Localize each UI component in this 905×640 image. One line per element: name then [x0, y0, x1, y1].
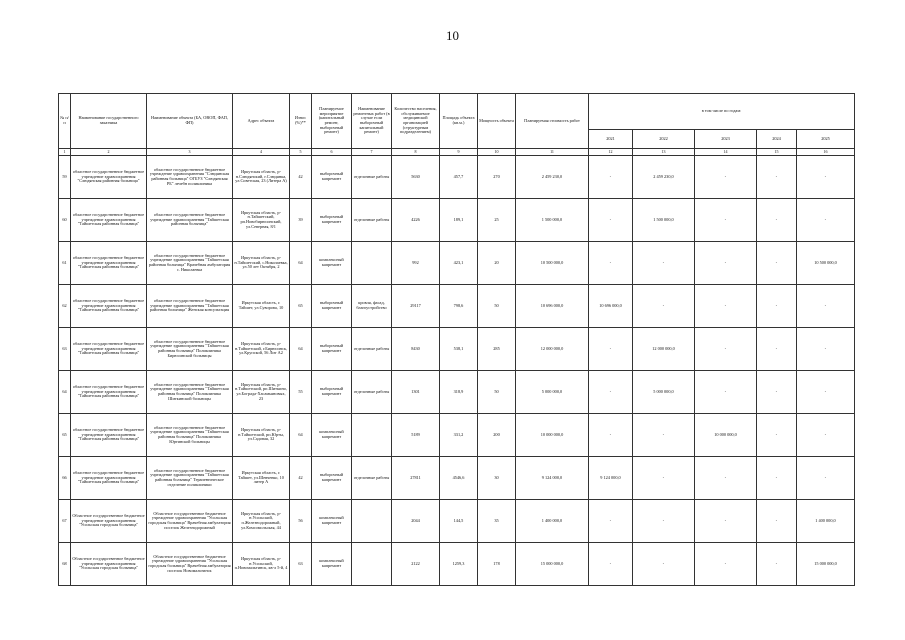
cost-2023: - — [695, 543, 757, 586]
object-name: областное государственное бюджетное учреждение здравоохранения "Тайшетская районная больница" — [147, 199, 233, 242]
planned-measure: выборочный капремонт — [312, 371, 352, 414]
planned-measure: комплексный капремонт — [312, 414, 352, 457]
cost-2022: 1 500 000,0 — [633, 199, 695, 242]
object-capacity: 200 — [478, 414, 516, 457]
cost-2024: - — [757, 285, 797, 328]
object-address: Иркутская область, р-н.Тайшетский, с.Николаевка, ул.50 лет Октября, 2 — [233, 242, 290, 285]
object-area: 331,2 — [440, 414, 478, 457]
repair-works: отделочные работы — [352, 199, 392, 242]
object-capacity: 178 — [478, 543, 516, 586]
column-number: 8 — [392, 149, 440, 156]
population-served: 8430 — [392, 328, 440, 371]
row-number: 68 — [59, 543, 71, 586]
object-name: Областное государственное бюджетное учреждение здравоохранения "Усольская городская больница" Врачебная амбулатория поселок Железнодорожный — [147, 500, 233, 543]
planned-cost: 10 696 000,0 — [516, 285, 589, 328]
cost-2021: - — [589, 500, 633, 543]
row-number: 65 — [59, 414, 71, 457]
row-number: 59 — [59, 156, 71, 199]
cost-2025: 15 000 000,0 — [797, 543, 855, 586]
cost-2025: - — [797, 414, 855, 457]
column-number: 11 — [516, 149, 589, 156]
cost-2025: - — [797, 457, 855, 500]
cost-2025: - — [797, 328, 855, 371]
column-number: 2 — [71, 149, 147, 156]
cost-2021: - — [589, 371, 633, 414]
cost-2021: - — [589, 414, 633, 457]
cost-2023: - — [695, 156, 757, 199]
customer-name: Областное государственное бюджетное учреждение здравоохранения "Усольская городская больница" — [71, 543, 147, 586]
population-served: 1301 — [392, 371, 440, 414]
cost-2024: - — [757, 156, 797, 199]
customer-name: областное государственное бюджетное учреждение здравоохранения "Тайшетская районная больница" — [71, 242, 147, 285]
wear-percent: 42 — [290, 156, 312, 199]
object-capacity: 50 — [478, 371, 516, 414]
customer-name: областное государственное бюджетное учреждение здравоохранения "Тайшетская районная больница" — [71, 285, 147, 328]
repair-works: отделочные работы — [352, 457, 392, 500]
object-address: Иркутская область, г. Тайшет, ул.Суворова, 10 — [233, 285, 290, 328]
table-row — [59, 500, 855, 543]
customer-name: областное государственное бюджетное учреждение здравоохранения "Тайшетская районная больница" — [71, 371, 147, 414]
cost-2024: - — [757, 414, 797, 457]
cost-2022: 12 000 000,0 — [633, 328, 695, 371]
object-name: областное государственное бюджетное учреждение здравоохранения "Тайшетская районная больница" Поликлиника Юртинской больницы — [147, 414, 233, 457]
column-number: 6 — [312, 149, 352, 156]
repair-works: отделочные работы — [352, 371, 392, 414]
customer-name: Областное государственное бюджетное учреждение здравоохранения "Усольская городская больница" — [71, 500, 147, 543]
row-number: 63 — [59, 328, 71, 371]
cost-2021: - — [589, 156, 633, 199]
cost-2022: - — [633, 543, 695, 586]
cost-2022: - — [633, 285, 695, 328]
cost-2022: 5 000 000,0 — [633, 371, 695, 414]
table-row — [59, 285, 855, 328]
object-name: областное государственное бюджетное учреждение здравоохранения "Тайшетская районная больница" Врачебная амбулатория с. Николаевка — [147, 242, 233, 285]
cost-2021: - — [589, 543, 633, 586]
repair-works: отделочные работы — [352, 328, 392, 371]
cost-2024: - — [757, 457, 797, 500]
table-row — [59, 156, 855, 199]
cost-2024: - — [757, 328, 797, 371]
wear-percent: 64 — [290, 414, 312, 457]
cost-2021: - — [589, 242, 633, 285]
header-year-2024: 2024 — [757, 129, 797, 148]
row-number: 67 — [59, 500, 71, 543]
cost-2023: 10 000 000,0 — [695, 414, 757, 457]
column-number: 13 — [633, 149, 695, 156]
object-area: 318,9 — [440, 371, 478, 414]
header-object: Наименование объекта (БА, ОВОП, ФАП, ФП) — [147, 94, 233, 149]
table-row — [59, 414, 855, 457]
column-number: 12 — [589, 149, 633, 156]
cost-2021: 9 124 000,0 — [589, 457, 633, 500]
cost-2023: - — [695, 199, 757, 242]
row-number: 62 — [59, 285, 71, 328]
header-n: № п/п — [59, 94, 71, 149]
planned-cost: 10 500 000,0 — [516, 242, 589, 285]
wear-percent: 55 — [290, 371, 312, 414]
cost-2024: - — [757, 371, 797, 414]
object-name: областное государственное бюджетное учреждение здравоохранения "Тайшетская районная больница" Поликлиника Бирюсинской больницы — [147, 328, 233, 371]
cost-2024: - — [757, 500, 797, 543]
row-number: 66 — [59, 457, 71, 500]
row-number: 64 — [59, 371, 71, 414]
cost-2022: - — [633, 500, 695, 543]
repair-works — [352, 242, 392, 285]
column-number: 16 — [797, 149, 855, 156]
cost-2025: 10 500 000,0 — [797, 242, 855, 285]
column-number: 15 — [757, 149, 797, 156]
planned-measure: комплексный капремонт — [312, 242, 352, 285]
population-served: 29117 — [392, 285, 440, 328]
header-year-2022: 2022 — [633, 129, 695, 148]
object-address: Иркутская область, р-н.Тайшетский, рп.Новобирюсинский, ул.Северная, 8/1 — [233, 199, 290, 242]
cost-2023: - — [695, 371, 757, 414]
column-number: 1 — [59, 149, 71, 156]
cost-2023: - — [695, 500, 757, 543]
planned-cost: 10 000 000,0 — [516, 414, 589, 457]
planned-cost: 1 500 000,0 — [516, 199, 589, 242]
cost-2025: - — [797, 285, 855, 328]
column-number: 7 — [352, 149, 392, 156]
object-name: областное государственное бюджетное учреждение здравоохранения "Тайшетская районная больница" Женская консультация — [147, 285, 233, 328]
object-name: областное государственное бюджетное учреждение здравоохранения "Слюдянская районная больница" ОГБУЗ "Слюдянская РБ" лечебн поликлиника — [147, 156, 233, 199]
population-served: 5189 — [392, 414, 440, 457]
header-cost: Планируемая стоимость работ — [516, 94, 589, 149]
population-served: 4226 — [392, 199, 440, 242]
planned-measure: выборочный капремонт — [312, 457, 352, 500]
repair-works — [352, 414, 392, 457]
header-power: Мощность объекта — [478, 94, 516, 149]
header-year-2025: 2025 — [797, 129, 855, 148]
customer-name: областное государственное бюджетное учреждение здравоохранения "Тайшетская районная больница" — [71, 414, 147, 457]
repair-works — [352, 543, 392, 586]
cost-2022: - — [633, 457, 695, 500]
cost-2024: - — [757, 199, 797, 242]
wear-percent: 63 — [290, 543, 312, 586]
object-area: 457,7 — [440, 156, 478, 199]
customer-name: областное государственное бюджетное учреждение здравоохранения "Тайшетская районная больница" — [71, 457, 147, 500]
wear-percent: 39 — [290, 199, 312, 242]
cost-2023: - — [695, 242, 757, 285]
header-area: Площадь объекта (кв.м.) — [440, 94, 478, 149]
table-row — [59, 371, 855, 414]
planned-measure: выборочный капремонт — [312, 285, 352, 328]
column-number: 9 — [440, 149, 478, 156]
table-body — [59, 156, 855, 586]
cost-2021: - — [589, 199, 633, 242]
table-row — [59, 457, 855, 500]
object-address: Иркутская область, р-н.Тайшетский, г.Бирюсинск, ул.Крупской, 56 Лит А2 — [233, 328, 290, 371]
cost-2024: - — [757, 242, 797, 285]
column-number: 14 — [695, 149, 757, 156]
object-area: 1259,3 — [440, 543, 478, 586]
object-name: Областное государственное бюджетное учреждение здравоохранения "Усольская городская больница" Врачебная амбулатория поселок Новомальтинск — [147, 543, 233, 586]
header-address: Адрес объекта — [233, 94, 290, 149]
population-served: 992 — [392, 242, 440, 285]
planned-cost: 15 000 000,0 — [516, 543, 589, 586]
object-capacity: 25 — [478, 199, 516, 242]
cost-2025: - — [797, 371, 855, 414]
object-capacity: 35 — [478, 500, 516, 543]
column-number: 3 — [147, 149, 233, 156]
header-year-2021: 2021 — [589, 129, 633, 148]
planned-cost: 9 124 000,0 — [516, 457, 589, 500]
cost-2023: - — [695, 328, 757, 371]
repair-works: кровля, фасад, благоустройство — [352, 285, 392, 328]
header-population: Количество населения, обслуживаемое медицинской организацией (структурным подразделением) — [392, 94, 440, 149]
object-address: Иркутская область, р-н.Усольский, п.Новомальтинск, кв-л 5-й, 4 — [233, 543, 290, 586]
cost-2024: - — [757, 543, 797, 586]
object-address: Иркутская область, р-н.Тайшетский, рп.Шиткино, ул.Бограда-Хасамьяновых, 23 — [233, 371, 290, 414]
wear-percent: 56 — [290, 500, 312, 543]
row-number: 60 — [59, 199, 71, 242]
object-capacity: 50 — [478, 285, 516, 328]
cost-2021: 10 696 000,0 — [589, 285, 633, 328]
cost-2023: - — [695, 457, 757, 500]
header-works: Наименование ремонтных работ (в случае если выборочный капитальный ремонт) — [352, 94, 392, 149]
header-measure: Планируемое мероприятие (капитальный ремонт, выборочный ремонт) — [312, 94, 352, 149]
cost-2023: - — [695, 285, 757, 328]
cost-2021: - — [589, 328, 633, 371]
table-row — [59, 543, 855, 586]
object-area: 144,5 — [440, 500, 478, 543]
object-capacity: 285 — [478, 328, 516, 371]
object-capacity: 30 — [478, 457, 516, 500]
wear-percent: 64 — [290, 328, 312, 371]
planned-measure: комплексный капремонт — [312, 543, 352, 586]
planned-measure: комплексный капремонт — [312, 500, 352, 543]
header-by-years: в том числе по годам: — [589, 94, 855, 130]
table-row — [59, 328, 855, 371]
row-number: 61 — [59, 242, 71, 285]
customer-name: областное государственное бюджетное учреждение здравоохранения "Слюдянская районная больница" — [71, 156, 147, 199]
object-area: 189,1 — [440, 199, 478, 242]
table-row — [59, 199, 855, 242]
cost-2025: - — [797, 199, 855, 242]
column-number: 5 — [290, 149, 312, 156]
cost-2025: 1 400 000,0 — [797, 500, 855, 543]
planned-measure: выборочный капремонт — [312, 328, 352, 371]
object-address: Иркутская область, р-н.Усольский, п.Железнодорожный, ул.Комсомольская, 44 — [233, 500, 290, 543]
planned-cost: 12 000 000,0 — [516, 328, 589, 371]
repair-plan-table — [58, 93, 855, 586]
planned-cost: 1 400 000,0 — [516, 500, 589, 543]
header-customer: Наименование государственного заказчика — [71, 94, 147, 149]
page-number: 10 — [446, 28, 459, 43]
column-number-row — [59, 149, 855, 156]
population-served: 5630 — [392, 156, 440, 199]
planned-cost: 5 000 000,0 — [516, 371, 589, 414]
object-address: Иркутская область, г. Тайшет, ул.Шевченко, 10 литер А — [233, 457, 290, 500]
object-name: областное государственное бюджетное учреждение здравоохранения "Тайшетская районная больница" Поликлиника Шиткинской больницы — [147, 371, 233, 414]
object-capacity: 20 — [478, 242, 516, 285]
customer-name: областное государственное бюджетное учреждение здравоохранения "Тайшетская районная больница" — [71, 199, 147, 242]
column-number: 10 — [478, 149, 516, 156]
wear-percent: 64 — [290, 242, 312, 285]
header-wear: Износ (%)** — [290, 94, 312, 149]
object-area: 4546,6 — [440, 457, 478, 500]
table-row — [59, 242, 855, 285]
planned-cost: 2 459 230,0 — [516, 156, 589, 199]
object-capacity: 270 — [478, 156, 516, 199]
column-number: 4 — [233, 149, 290, 156]
object-area: 538,1 — [440, 328, 478, 371]
population-served: 2122 — [392, 543, 440, 586]
object-address: Иркутская область, р-н.Слюдянский, г.Слюдянка, ул.Советская, 23 (Литера А) — [233, 156, 290, 199]
cost-2022: - — [633, 242, 695, 285]
object-area: 423,1 — [440, 242, 478, 285]
repair-works: отделочные работы — [352, 156, 392, 199]
repair-works — [352, 500, 392, 543]
population-served: 27811 — [392, 457, 440, 500]
object-name: областное государственное бюджетное учреждение здравоохранения "Тайшетская районная больница" Терапевтическое отделение поликлиники — [147, 457, 233, 500]
cost-2022: - — [633, 414, 695, 457]
object-address: Иркутская область, р-н.Тайшетский, рп.Юрты, ул.Садовая, 32 — [233, 414, 290, 457]
planned-measure: выборочный капремонт — [312, 156, 352, 199]
wear-percent: 65 — [290, 285, 312, 328]
header-year-2023: 2023 — [695, 129, 757, 148]
cost-2022: 2 459 230,0 — [633, 156, 695, 199]
wear-percent: 42 — [290, 457, 312, 500]
object-area: 798,6 — [440, 285, 478, 328]
cost-2025: - — [797, 156, 855, 199]
planned-measure: выборочный капремонт — [312, 199, 352, 242]
population-served: 2044 — [392, 500, 440, 543]
customer-name: областное государственное бюджетное учреждение здравоохранения "Тайшетская районная больница" — [71, 328, 147, 371]
